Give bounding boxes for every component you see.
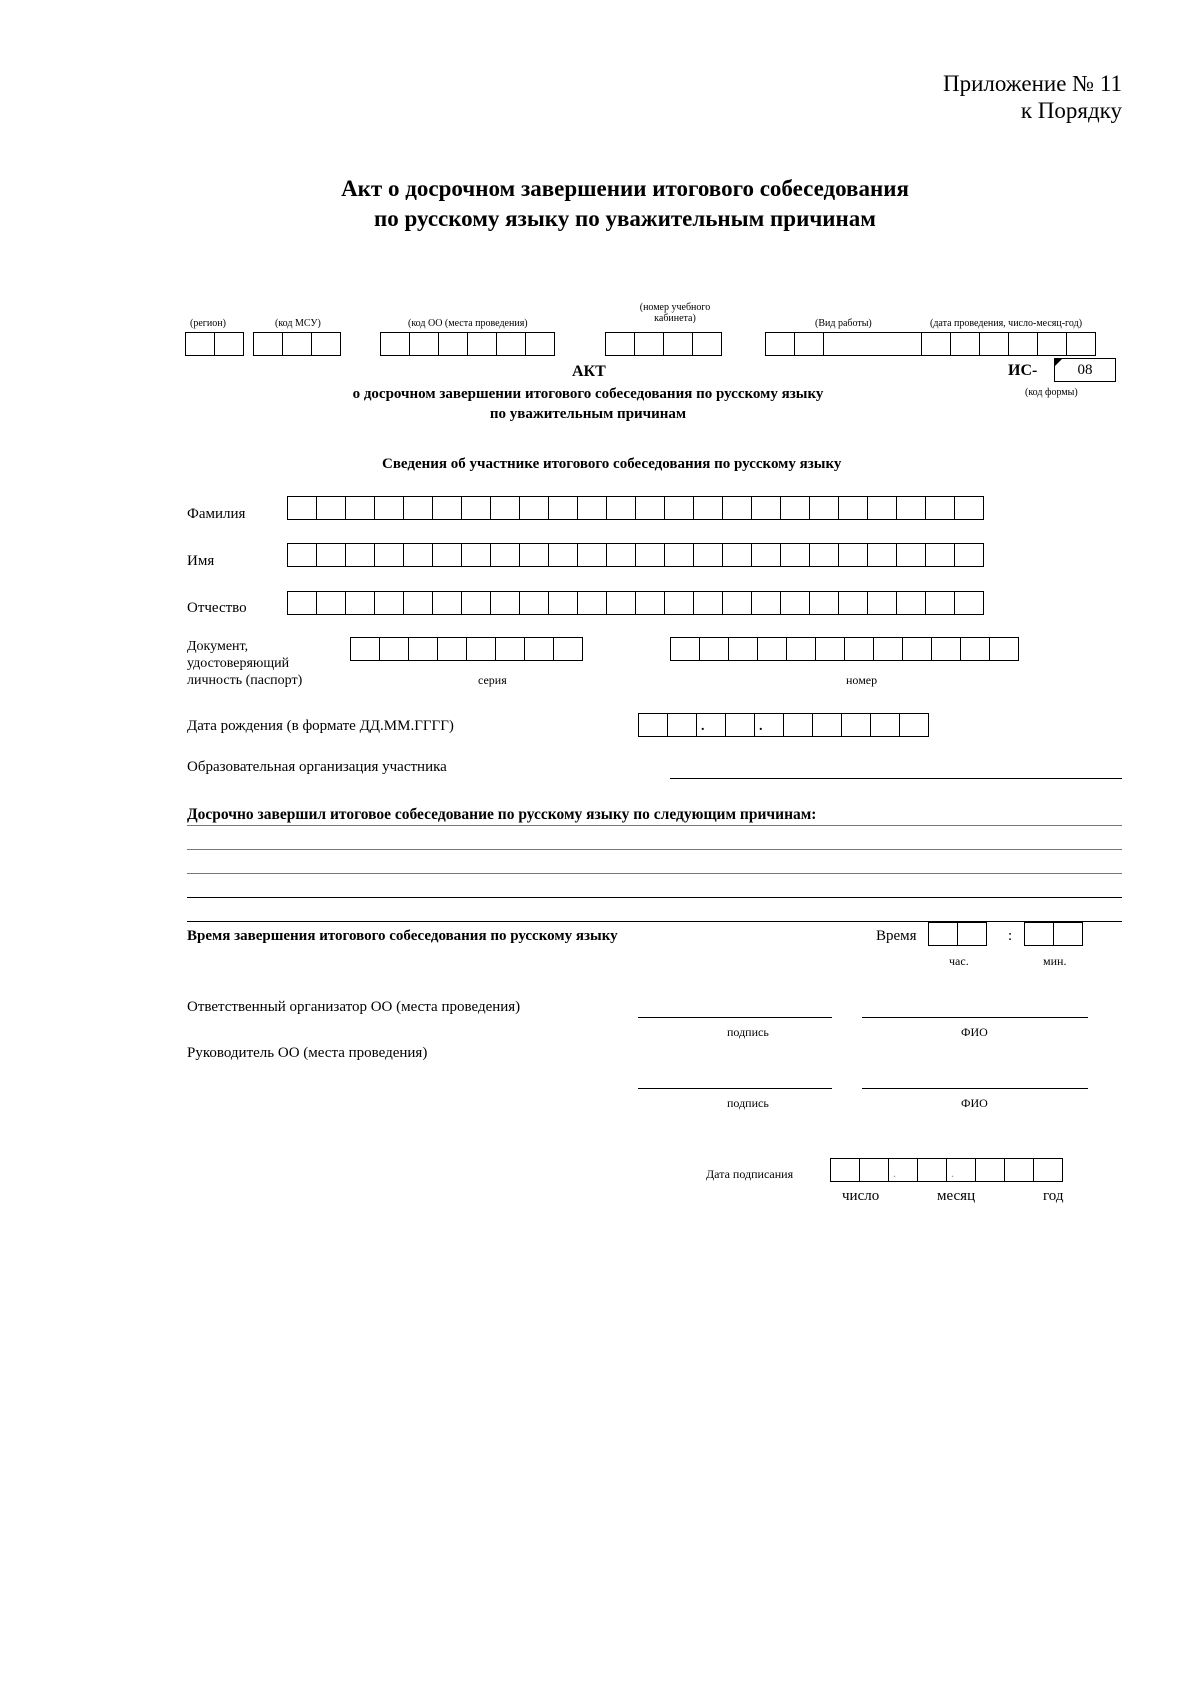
oo-code-label: (код ОО (места проведения) [408, 318, 528, 329]
number-cell[interactable] [931, 637, 961, 661]
letter-cell[interactable] [432, 591, 462, 615]
oo-code-cells[interactable] [380, 332, 555, 356]
letter-cell[interactable] [925, 496, 955, 520]
signing-date-cells[interactable] [830, 1158, 1063, 1182]
code-cell[interactable] [765, 332, 795, 356]
date-cell[interactable] [859, 1158, 889, 1182]
exam-date-label: (дата проведения, число-месяц-год) [930, 318, 1083, 329]
reason-line[interactable] [187, 849, 1122, 850]
document-title-line-1: Акт о досрочном завершении итогового собеседования [341, 176, 909, 201]
date-cell[interactable] [696, 713, 726, 737]
number-cell[interactable] [786, 637, 816, 661]
region-code-cells[interactable] [185, 332, 244, 356]
letter-cell[interactable] [809, 496, 839, 520]
letter-cell[interactable] [635, 496, 665, 520]
form-prefix: ИС- [1008, 362, 1038, 379]
letter-cell[interactable] [722, 543, 752, 567]
organizer-fio-line[interactable] [862, 1017, 1088, 1018]
time-cell[interactable] [1053, 922, 1083, 946]
code-cell[interactable] [634, 332, 664, 356]
date-cell[interactable] [921, 332, 951, 356]
letter-cell[interactable] [693, 591, 723, 615]
participant-heading: Сведения об участнике итогового собеседования по русскому языку [382, 456, 842, 472]
form-code-box: 08 [1054, 358, 1116, 382]
code-cell[interactable] [185, 332, 215, 356]
letter-cell[interactable] [780, 591, 810, 615]
name-label: Имя [187, 553, 215, 569]
date-cell[interactable] [950, 332, 980, 356]
code-cell[interactable] [794, 332, 824, 356]
number-label: номер [846, 673, 878, 687]
head-signature-line[interactable] [638, 1088, 832, 1089]
reason-line[interactable] [187, 897, 1122, 898]
letter-cell[interactable] [577, 591, 607, 615]
year-caption: год [1043, 1188, 1064, 1204]
letter-cell[interactable] [287, 591, 317, 615]
head-signature-caption: подпись [727, 1096, 769, 1110]
series-cell[interactable] [408, 637, 438, 661]
date-cell[interactable] [1066, 332, 1096, 356]
organization-label: Образовательная организация участника [187, 759, 447, 775]
series-cell[interactable] [466, 637, 496, 661]
letter-cell[interactable] [490, 496, 520, 520]
letter-cell[interactable] [490, 591, 520, 615]
letter-cell[interactable] [606, 543, 636, 567]
document-title-line-2: по русскому языку по уважительным причинам [374, 206, 876, 231]
letter-cell[interactable] [577, 543, 607, 567]
date-cell[interactable] [1004, 1158, 1034, 1182]
letter-cell[interactable] [345, 591, 375, 615]
date-cell[interactable] [979, 332, 1009, 356]
date-cell[interactable] [975, 1158, 1005, 1182]
organization-line[interactable] [670, 778, 1122, 779]
code-cell[interactable] [605, 332, 635, 356]
letter-cell[interactable] [751, 543, 781, 567]
msu-code-cells[interactable] [253, 332, 341, 356]
month-caption: месяц [937, 1188, 976, 1204]
time-cell[interactable] [1024, 922, 1054, 946]
letter-cell[interactable] [867, 496, 897, 520]
cabinet-label-line-2: кабинета) [654, 313, 696, 324]
series-cell[interactable] [524, 637, 554, 661]
number-cell[interactable] [844, 637, 874, 661]
series-cell[interactable] [379, 637, 409, 661]
date-cell[interactable] [754, 713, 784, 737]
letter-cell[interactable] [461, 543, 491, 567]
cabinet-label [625, 302, 725, 324]
form-code-label: (код формы) [1025, 387, 1078, 398]
act-subtitle [310, 386, 866, 423]
number-cell[interactable] [699, 637, 729, 661]
letter-cell[interactable] [316, 496, 346, 520]
letter-cell[interactable] [954, 543, 984, 567]
number-cell[interactable] [728, 637, 758, 661]
hours-cells[interactable] [928, 922, 987, 946]
surname-label: Фамилия [187, 506, 246, 522]
letter-cell[interactable] [838, 543, 868, 567]
end-time-label: Время завершения итогового собеседования по русскому языку [187, 928, 618, 944]
series-cell[interactable] [350, 637, 380, 661]
act-subtitle-line-1: о досрочном завершении итогового собеседования по русскому языку [352, 386, 824, 402]
date-cell[interactable] [1033, 1158, 1063, 1182]
letter-cell[interactable] [548, 591, 578, 615]
code-cell[interactable] [663, 332, 693, 356]
cabinet-number-cells[interactable] [605, 332, 722, 356]
reasons-heading: Досрочно завершил итоговое собеседование по русскому языку по следующим причинам: [187, 806, 817, 823]
birthdate-cells[interactable] [638, 713, 929, 737]
letter-cell[interactable] [577, 496, 607, 520]
code-cell[interactable] [253, 332, 283, 356]
corner-mark-icon [1055, 359, 1062, 366]
series-label: серия [478, 673, 507, 687]
minutes-label: мин. [1043, 954, 1067, 968]
number-cell[interactable] [902, 637, 932, 661]
date-cell[interactable] [899, 713, 929, 737]
surname-cells[interactable] [287, 496, 984, 520]
letter-cell[interactable] [548, 543, 578, 567]
letter-cell[interactable] [316, 591, 346, 615]
date-cell[interactable] [870, 713, 900, 737]
series-cell[interactable] [553, 637, 583, 661]
letter-cell[interactable] [896, 543, 926, 567]
letter-cell[interactable] [722, 496, 752, 520]
letter-cell[interactable] [925, 591, 955, 615]
act-subtitle-line-2: по уважительным причинам [489, 406, 687, 422]
number-cell[interactable] [989, 637, 1019, 661]
document-label [187, 638, 302, 689]
letter-cell[interactable] [606, 591, 636, 615]
letter-cell[interactable] [693, 543, 723, 567]
time-label: Время [876, 928, 917, 944]
document-title [0, 176, 1200, 232]
letter-cell[interactable] [780, 543, 810, 567]
code-cell[interactable] [467, 332, 497, 356]
letter-cell[interactable] [374, 543, 404, 567]
code-cell[interactable] [438, 332, 468, 356]
letter-cell[interactable] [519, 543, 549, 567]
appendix-reference: к Порядку [1020, 98, 1122, 123]
cabinet-label-line-1: (номер учебного [639, 302, 711, 313]
letter-cell[interactable] [461, 591, 491, 615]
letter-cell[interactable] [925, 543, 955, 567]
letter-cell[interactable] [751, 496, 781, 520]
letter-cell[interactable] [432, 496, 462, 520]
letter-cell[interactable] [345, 543, 375, 567]
letter-cell[interactable] [838, 591, 868, 615]
date-cell[interactable] [917, 1158, 947, 1182]
act-word: АКТ [572, 363, 606, 380]
date-cell[interactable] [725, 713, 755, 737]
date-cell[interactable] [841, 713, 871, 737]
number-cell[interactable] [873, 637, 903, 661]
hours-label: час. [949, 954, 969, 968]
letter-cell[interactable] [954, 591, 984, 615]
document-label-line-2: удостоверяющий [187, 656, 290, 671]
letter-cell[interactable] [519, 496, 549, 520]
letter-cell[interactable] [867, 591, 897, 615]
patronymic-cells[interactable] [287, 591, 984, 615]
letter-cell[interactable] [809, 543, 839, 567]
letter-cell[interactable] [606, 496, 636, 520]
letter-cell[interactable] [548, 496, 578, 520]
head-fio-caption: ФИО [961, 1096, 988, 1110]
letter-cell[interactable] [345, 496, 375, 520]
number-cell[interactable] [670, 637, 700, 661]
passport-series-cells[interactable] [350, 637, 583, 661]
letter-cell[interactable] [403, 543, 433, 567]
date-cell[interactable] [667, 713, 697, 737]
date-cell[interactable] [830, 1158, 860, 1182]
letter-cell[interactable] [461, 496, 491, 520]
signing-date-label: Дата подписания [706, 1167, 794, 1181]
day-caption: число [842, 1188, 880, 1204]
letter-cell[interactable] [287, 496, 317, 520]
code-cell[interactable] [311, 332, 341, 356]
work-type-and-date-cells[interactable] [765, 332, 1096, 356]
document-label-line-3: личность (паспорт) [187, 673, 303, 688]
letter-cell[interactable] [780, 496, 810, 520]
letter-cell[interactable] [403, 591, 433, 615]
appendix-label [943, 70, 1122, 124]
birthdate-label: Дата рождения (в формате ДД.ММ.ГГГГ) [187, 718, 454, 734]
appendix-number: Приложение № 11 [942, 71, 1122, 96]
letter-cell[interactable] [867, 543, 897, 567]
number-cell[interactable] [815, 637, 845, 661]
code-cell[interactable] [496, 332, 526, 356]
date-cell[interactable] [1008, 332, 1038, 356]
letter-cell[interactable] [519, 591, 549, 615]
letter-cell[interactable] [490, 543, 520, 567]
letter-cell[interactable] [664, 591, 694, 615]
series-cell[interactable] [437, 637, 467, 661]
date-cell[interactable] [783, 713, 813, 737]
organizer-signature-caption: подпись [727, 1025, 769, 1039]
passport-number-cells[interactable] [670, 637, 1019, 661]
letter-cell[interactable] [664, 543, 694, 567]
date-cell[interactable] [812, 713, 842, 737]
letter-cell[interactable] [722, 591, 752, 615]
time-cell[interactable] [957, 922, 987, 946]
letter-cell[interactable] [809, 591, 839, 615]
reason-line[interactable] [187, 825, 1122, 826]
series-cell[interactable] [495, 637, 525, 661]
letter-cell[interactable] [838, 496, 868, 520]
work-type-label: (Вид работы) [815, 318, 872, 329]
code-cell[interactable] [692, 332, 722, 356]
work-type-cell[interactable] [823, 332, 922, 356]
organizer-fio-caption: ФИО [961, 1025, 988, 1039]
organizer-signature-line[interactable] [638, 1017, 832, 1018]
msu-code-label: (код МСУ) [275, 318, 321, 329]
minutes-cells[interactable] [1024, 922, 1083, 946]
name-cells[interactable] [287, 543, 984, 567]
letter-cell[interactable] [432, 543, 462, 567]
document-label-line-1: Документ, [187, 639, 249, 654]
code-cell[interactable] [282, 332, 312, 356]
code-cell[interactable] [409, 332, 439, 356]
letter-cell[interactable] [635, 543, 665, 567]
letter-cell[interactable] [693, 496, 723, 520]
patronymic-label: Отчество [187, 600, 247, 616]
organizer-label: Ответственный организатор ОО (места проведения) [187, 999, 521, 1015]
letter-cell[interactable] [954, 496, 984, 520]
letter-cell[interactable] [403, 496, 433, 520]
code-cell[interactable] [525, 332, 555, 356]
letter-cell[interactable] [664, 496, 694, 520]
code-cell[interactable] [380, 332, 410, 356]
head-label: Руководитель ОО (места проведения) [187, 1045, 428, 1061]
date-cell[interactable] [638, 713, 668, 737]
region-label: (регион) [190, 318, 226, 329]
head-fio-line[interactable] [862, 1088, 1088, 1089]
letter-cell[interactable] [374, 496, 404, 520]
number-cell[interactable] [757, 637, 787, 661]
letter-cell[interactable] [374, 591, 404, 615]
time-colon: : [1008, 928, 1013, 944]
code-cell[interactable] [214, 332, 244, 356]
letter-cell[interactable] [316, 543, 346, 567]
date-cell[interactable] [1037, 332, 1067, 356]
reason-line[interactable] [187, 873, 1122, 874]
letter-cell[interactable] [751, 591, 781, 615]
letter-cell[interactable] [287, 543, 317, 567]
letter-cell[interactable] [896, 591, 926, 615]
time-cell[interactable] [928, 922, 958, 946]
letter-cell[interactable] [635, 591, 665, 615]
letter-cell[interactable] [896, 496, 926, 520]
number-cell[interactable] [960, 637, 990, 661]
date-cell[interactable] [888, 1158, 918, 1182]
date-cell[interactable] [946, 1158, 976, 1182]
